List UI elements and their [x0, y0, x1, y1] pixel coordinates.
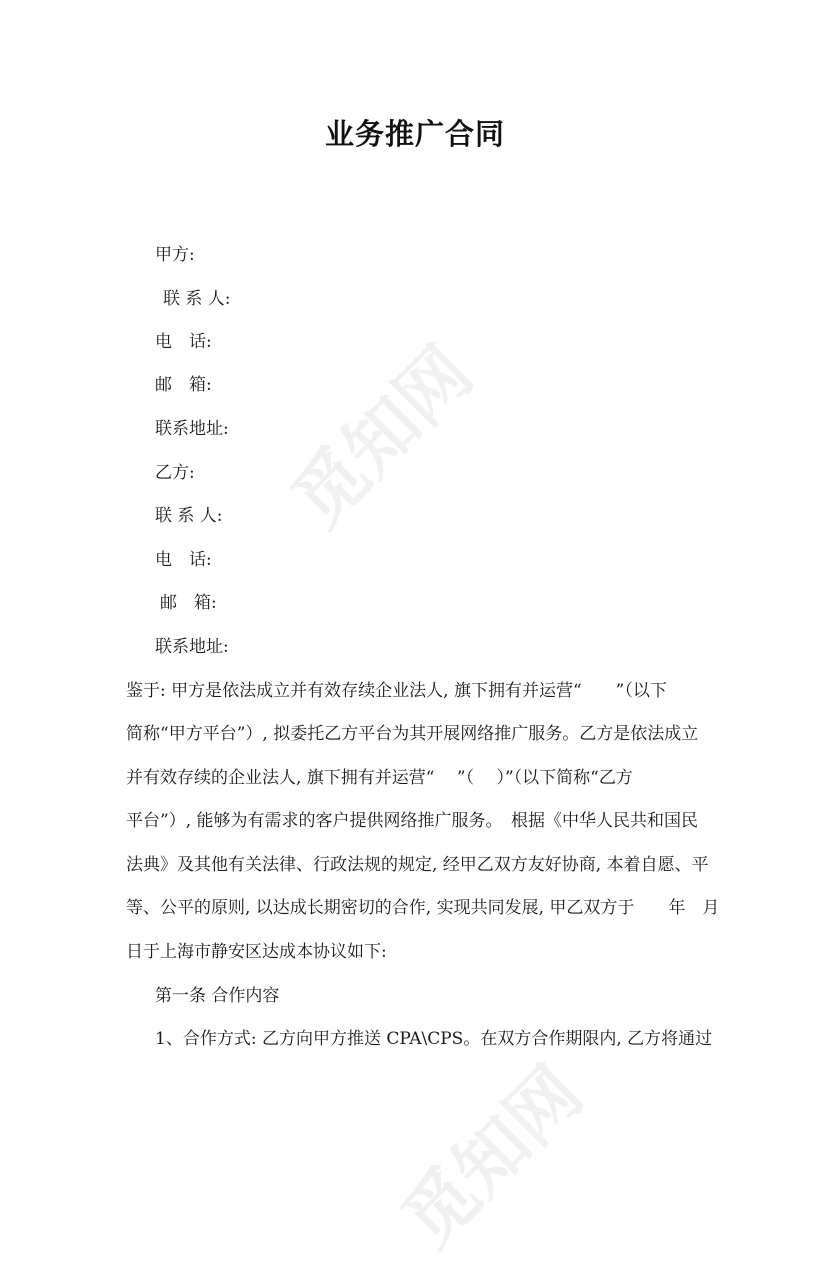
watermark-bottom: 觅知网	[386, 1050, 599, 1263]
preamble-line: 等、公平的原则, 以达成长期密切的合作, 实现共同发展, 甲乙双方于 年 月	[126, 898, 720, 918]
preamble-line: 并有效存续的企业法人, 旗下拥有并运营“ ”（ ）”（以下简称“乙方	[126, 768, 633, 788]
party-b-label: 乙方:	[155, 463, 195, 483]
article-1-heading: 第一条 合作内容	[155, 986, 280, 1006]
clause-1-1: 1、合作方式: 乙方向甲方推送 CPA\CPS。在双方合作期限内, 乙方将通过	[155, 1029, 713, 1049]
party-b-phone-label: 电 话:	[155, 550, 212, 570]
party-a-phone-label: 电 话:	[155, 332, 212, 352]
preamble-line: 法典》及其他有关法律、行政法规的规定, 经甲乙双方友好协商, 本着自愿、平	[126, 855, 709, 875]
watermark-top: 觅知网	[276, 330, 489, 543]
preamble-line: 日于上海市静安区达成本协议如下:	[126, 942, 387, 962]
party-a-email-label: 邮 箱:	[155, 375, 212, 395]
party-b-contact-label: 联 系 人:	[155, 506, 223, 526]
preamble-line: 鉴于: 甲方是依法成立并有效存续企业法人, 旗下拥有并运营“ ”（以下	[126, 681, 667, 701]
preamble-line: 平台”）, 能够为有需求的客户提供网络推广服务。 根据《中华人民共和国民	[126, 811, 698, 831]
party-b-address-label: 联系地址:	[155, 637, 229, 657]
document-title: 业务推广合同	[324, 117, 505, 151]
party-a-address-label: 联系地址:	[155, 419, 229, 439]
preamble-line: 简称“甲方平台”）, 拟委托乙方平台为其开展网络推广服务。乙方是依法成立	[126, 724, 699, 744]
party-b-email-label: 邮 箱:	[160, 593, 217, 613]
party-a-label: 甲方:	[155, 245, 195, 265]
party-a-contact-label: 联 系 人:	[163, 289, 231, 309]
